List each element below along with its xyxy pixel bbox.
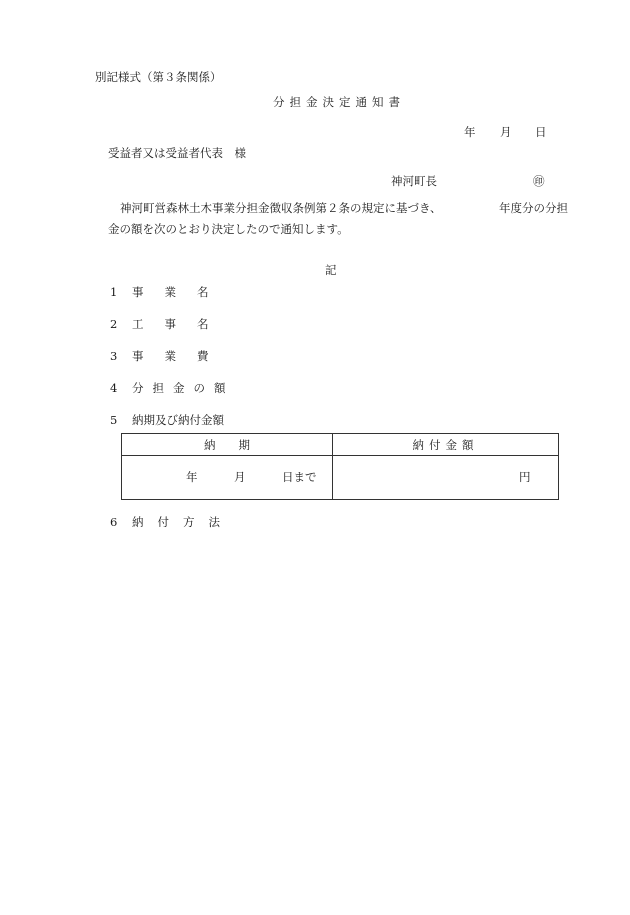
header-due-date-label: 納 期 bbox=[204, 437, 250, 452]
header-cell-due-date bbox=[122, 434, 333, 456]
body-text-line1a: 神河町営森林土木事業分担金徴収条例第２条の規定に基づき、 bbox=[120, 201, 442, 215]
item-label: 納期及び納付金額 bbox=[132, 413, 224, 427]
table-row bbox=[122, 456, 559, 500]
item-number: 1 bbox=[110, 285, 118, 299]
ki-heading: 記 bbox=[325, 263, 337, 277]
issuer-name: 神河町長 bbox=[391, 174, 437, 188]
due-year: 年 bbox=[186, 470, 198, 484]
recipient-line: 受益者又は受益者代表 様 bbox=[108, 146, 246, 160]
item-label: 事業費 bbox=[132, 349, 230, 363]
item-label: 納付方法 bbox=[132, 515, 234, 529]
cell-due-date bbox=[122, 456, 333, 500]
body-text-line1b: 年度分の分担 bbox=[499, 201, 568, 215]
date-month: 月 bbox=[500, 125, 512, 139]
item-number: 6 bbox=[110, 515, 118, 529]
header-amount-label: 納付金額 bbox=[412, 437, 479, 452]
item-number: 4 bbox=[110, 381, 118, 395]
payment-table bbox=[121, 433, 559, 500]
item-number: 5 bbox=[110, 413, 118, 427]
due-day: 日まで bbox=[282, 470, 317, 484]
amount-unit: 円 bbox=[519, 470, 531, 484]
item-number: 3 bbox=[110, 349, 118, 363]
seal-mark: ㊞ bbox=[533, 174, 545, 188]
date-year: 年 bbox=[464, 125, 476, 139]
body-text-line2: 金の額を次のとおり決定したので通知します。 bbox=[108, 222, 349, 236]
table-header-row bbox=[122, 434, 559, 456]
item-number: 2 bbox=[110, 317, 118, 331]
item-label: 分担金の額 bbox=[132, 381, 235, 395]
form-label: 別記様式（第３条関係） bbox=[95, 70, 222, 84]
header-cell-amount bbox=[333, 434, 559, 456]
due-month: 月 bbox=[234, 470, 246, 484]
item-label: 事業名 bbox=[132, 285, 230, 299]
item-label: 工事名 bbox=[132, 317, 230, 331]
document-title: 分担金決定通知書 bbox=[273, 95, 405, 109]
date-day: 日 bbox=[535, 125, 547, 139]
cell-amount bbox=[333, 456, 559, 500]
